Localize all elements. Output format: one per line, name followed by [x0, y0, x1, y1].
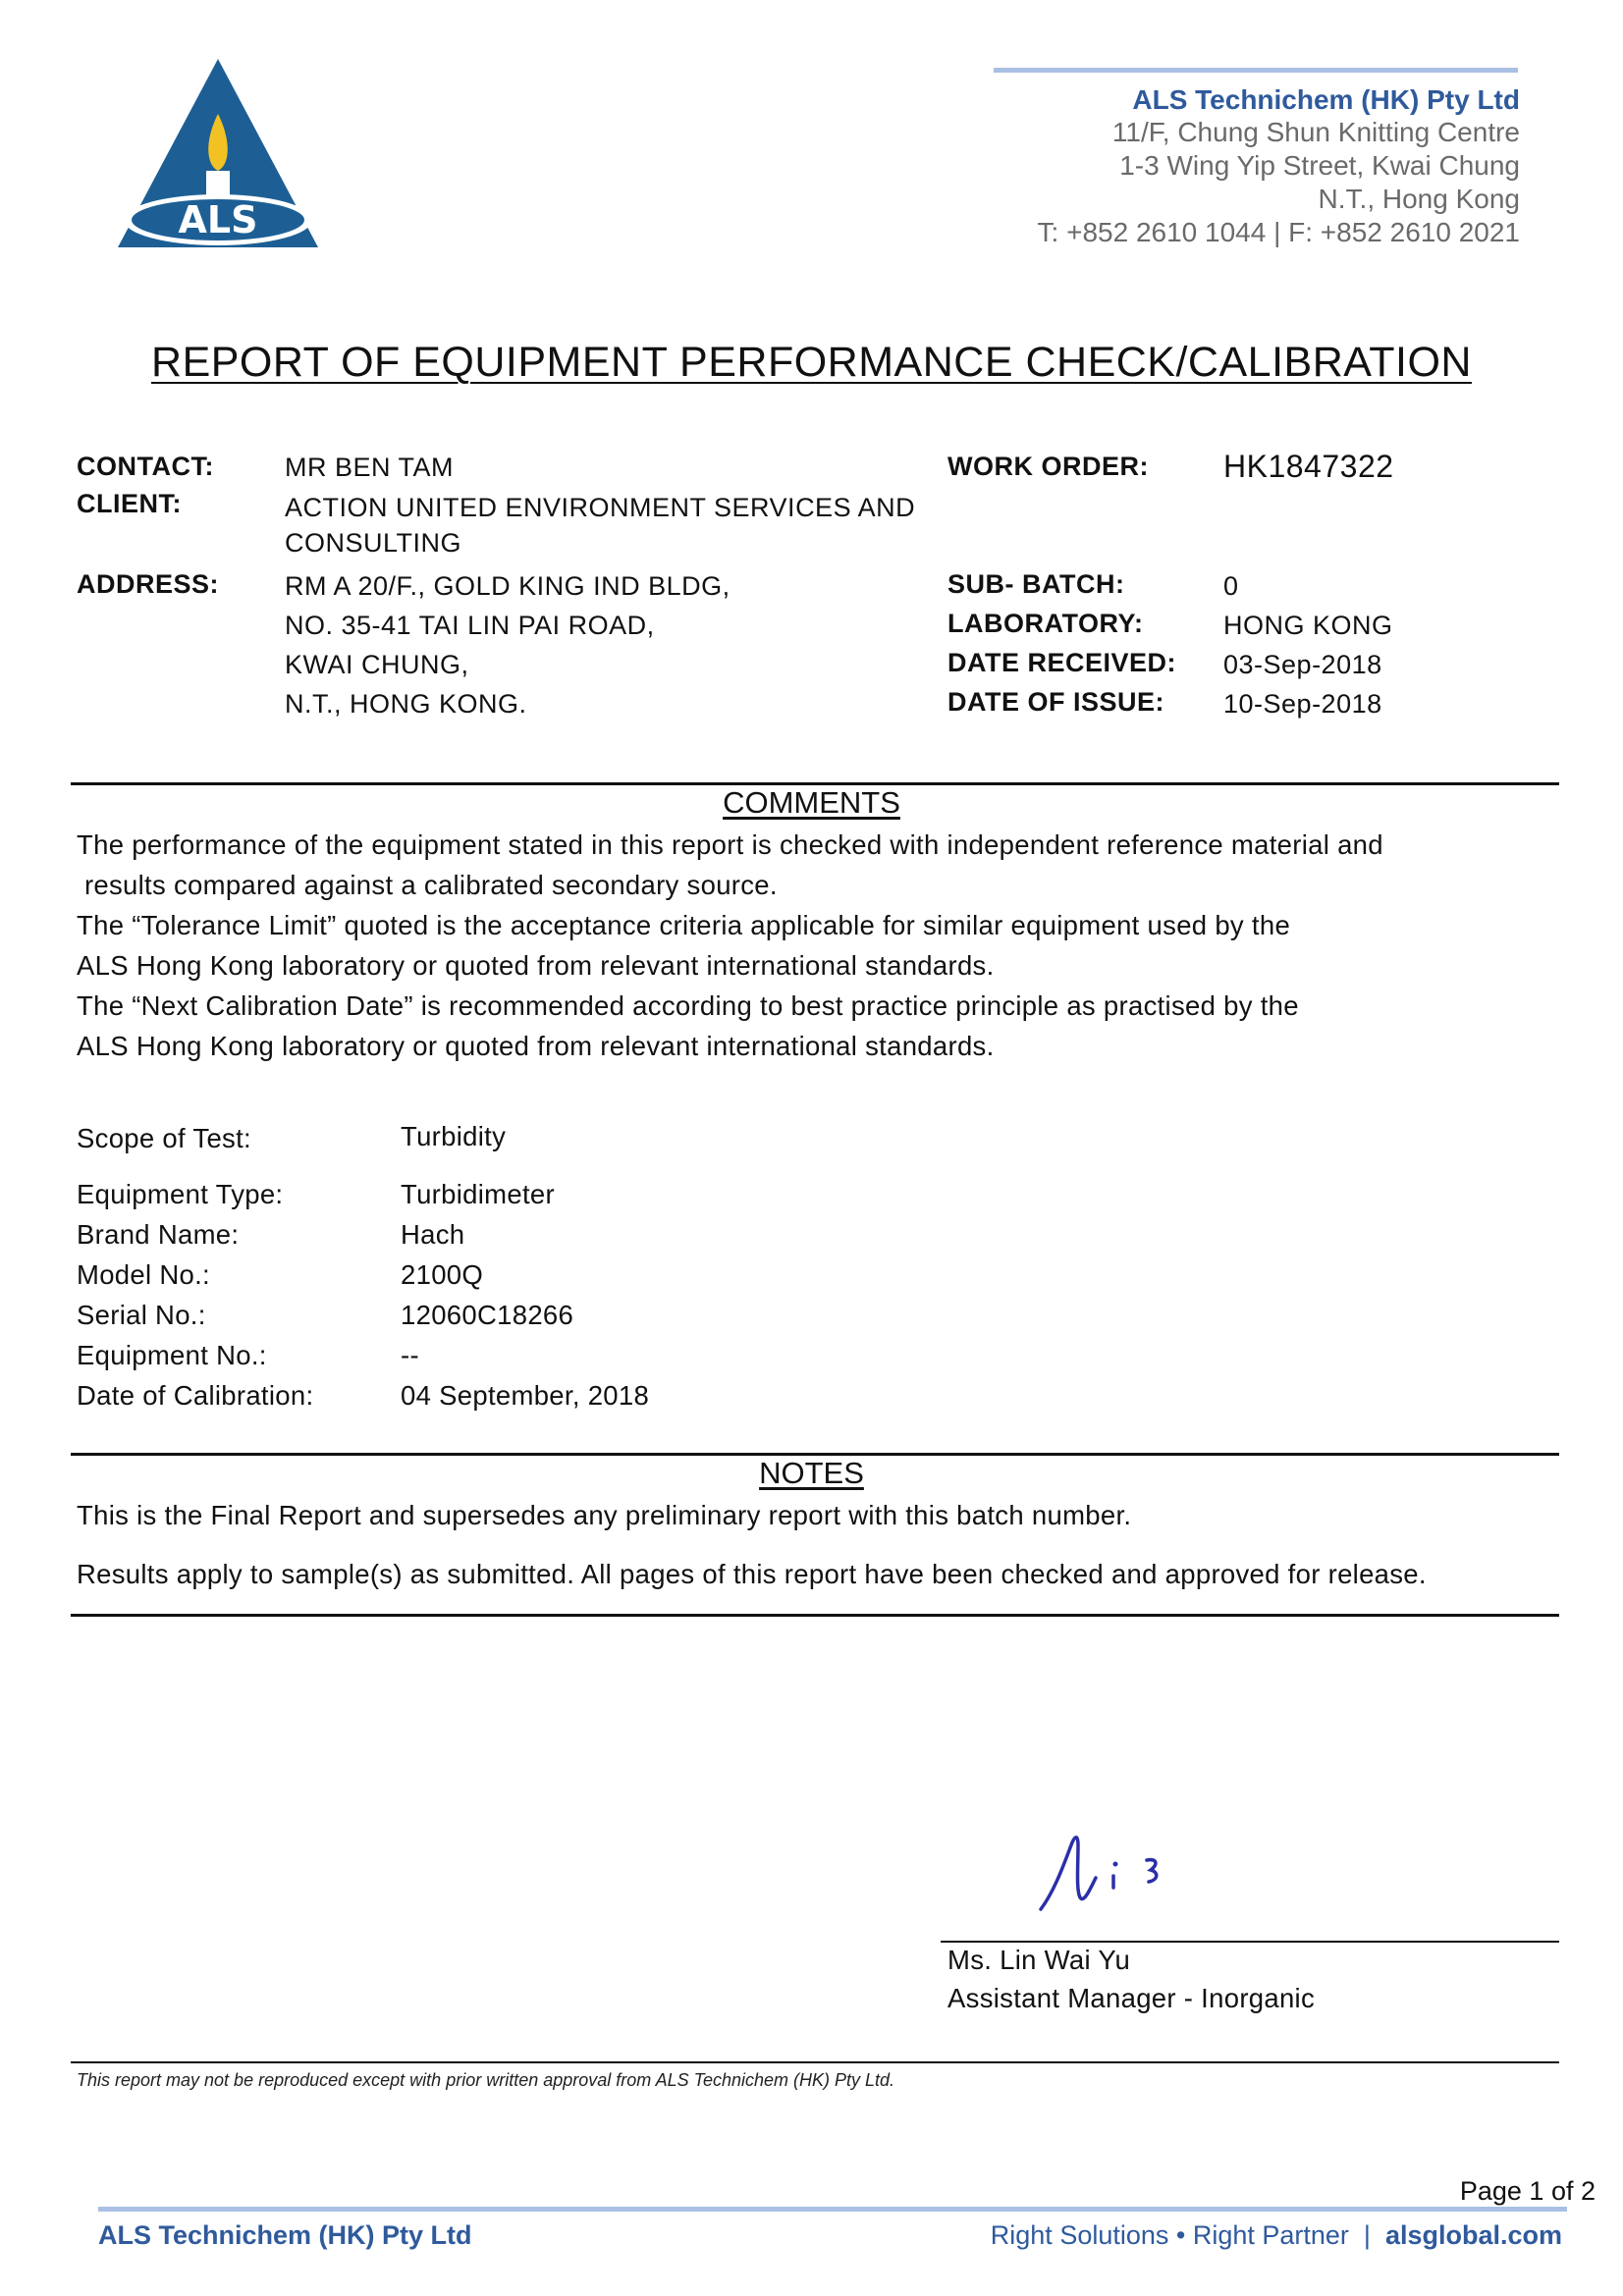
date-received-value: 03-Sep-2018 — [1223, 650, 1382, 679]
signatory-name: Ms. Lin Wai Yu — [947, 1945, 1131, 1975]
model-label: Model No.: — [77, 1259, 210, 1290]
company-address-3: N.T., Hong Kong — [1318, 184, 1520, 214]
scope-value: Turbidity — [401, 1121, 507, 1151]
scope-label: Scope of Test: — [77, 1123, 251, 1153]
company-address-1: 11/F, Chung Shun Knitting Centre — [1111, 117, 1520, 147]
signatory-position: Assistant Manager - Inorganic — [947, 1983, 1316, 2013]
notes-heading: NOTES — [759, 1456, 864, 1490]
comment-line: ALS Hong Kong laboratory or quoted from relevant international standards. — [77, 950, 995, 981]
model-value: 2100Q — [401, 1259, 484, 1290]
report-title: REPORT OF EQUIPMENT PERFORMANCE CHECK/CALIBRATION — [151, 339, 1472, 386]
work-order-label: WORK ORDER: — [947, 452, 1149, 481]
date-issue-label: DATE OF ISSUE: — [947, 687, 1165, 717]
sub-batch-label: SUB- BATCH: — [947, 569, 1125, 599]
equipment-type-value: Turbidimeter — [401, 1179, 555, 1209]
client-label: CLIENT: — [77, 489, 182, 518]
company-address-2: 1-3 Wing Yip Street, Kwai Chung — [1119, 150, 1520, 181]
comments-body — [77, 825, 1549, 1066]
footer-rule — [71, 2061, 1559, 2063]
address-line-4: N.T., HONG KONG. — [285, 689, 527, 719]
tagline-text: Right Solutions • Right Partner | — [990, 2220, 1385, 2250]
contact-value: MR BEN TAM — [285, 453, 455, 482]
address-label: ADDRESS: — [77, 569, 220, 599]
equipment-type-label: Equipment Type: — [77, 1179, 284, 1209]
contact-label: CONTACT: — [77, 452, 214, 481]
serial-label: Serial No.: — [77, 1300, 206, 1330]
comment-line: The performance of the equipment stated in this report is checked with independent reference material and — [77, 829, 1383, 860]
divider — [71, 1614, 1559, 1617]
disclaimer: This report may not be reproduced except with prior written approval from ALS Technichem (HK) Pty Ltd. — [77, 2070, 895, 2090]
address-line-3: KWAI CHUNG, — [285, 650, 469, 679]
svg-text:ALS: ALS — [178, 198, 258, 241]
client-value-2: CONSULTING — [285, 528, 462, 558]
company-block — [1038, 84, 1520, 249]
comment-line: ALS Hong Kong laboratory or quoted from relevant international standards. — [77, 1031, 995, 1061]
footer-company: ALS Technichem (HK) Pty Ltd — [98, 2220, 472, 2250]
comment-line: results compared against a calibrated secondary source. — [77, 870, 778, 900]
equipment-no-value: -- — [401, 1340, 419, 1370]
address-line-1: RM A 20/F., GOLD KING IND BLDG, — [285, 571, 730, 601]
address-line-2: NO. 35-41 TAI LIN PAI ROAD, — [285, 611, 655, 640]
laboratory-value: HONG KONG — [1223, 611, 1393, 640]
als-logo — [110, 55, 326, 251]
comments-heading: COMMENTS — [723, 785, 900, 820]
date-of-calibration-label: Date of Calibration: — [77, 1380, 314, 1411]
footer-tagline — [991, 2220, 1562, 2251]
laboratory-label: LABORATORY: — [947, 609, 1144, 638]
serial-value: 12060C18266 — [401, 1300, 574, 1330]
date-received-label: DATE RECEIVED: — [947, 648, 1177, 677]
company-phone: T: +852 2610 1044 | F: +852 2610 2021 — [1037, 217, 1520, 247]
signature-mark — [1031, 1821, 1198, 1933]
client-value-1: ACTION UNITED ENVIRONMENT SERVICES AND — [285, 493, 916, 522]
notes-line-2: Results apply to sample(s) as submitted. All pages of this report have been checked and approved for release. — [77, 1559, 1427, 1589]
company-name: ALS Technichem (HK) Pty Ltd — [1132, 84, 1520, 115]
sub-batch-value: 0 — [1223, 571, 1239, 601]
date-issue-value: 10-Sep-2018 — [1223, 689, 1382, 719]
brand-name-value: Hach — [401, 1219, 465, 1250]
brand-name-label: Brand Name: — [77, 1219, 240, 1250]
date-of-calibration-value: 04 September, 2018 — [401, 1380, 650, 1411]
website-link[interactable]: alsglobal.com — [1384, 2220, 1562, 2250]
header-rule — [994, 68, 1518, 73]
work-order-value: HK1847322 — [1223, 449, 1394, 484]
footer-blue-rule — [98, 2207, 1567, 2212]
page-number: Page 1 of 2 — [1459, 2176, 1596, 2206]
equipment-no-label: Equipment No.: — [77, 1340, 267, 1370]
comment-line: The “Tolerance Limit” quoted is the acceptance criteria applicable for similar equipment used by the — [77, 910, 1291, 940]
comment-line: The “Next Calibration Date” is recommended according to best practice principle as practised by the — [77, 990, 1299, 1021]
signature-line — [941, 1941, 1559, 1943]
notes-line-1: This is the Final Report and supersedes any preliminary report with this batch number. — [77, 1500, 1132, 1530]
